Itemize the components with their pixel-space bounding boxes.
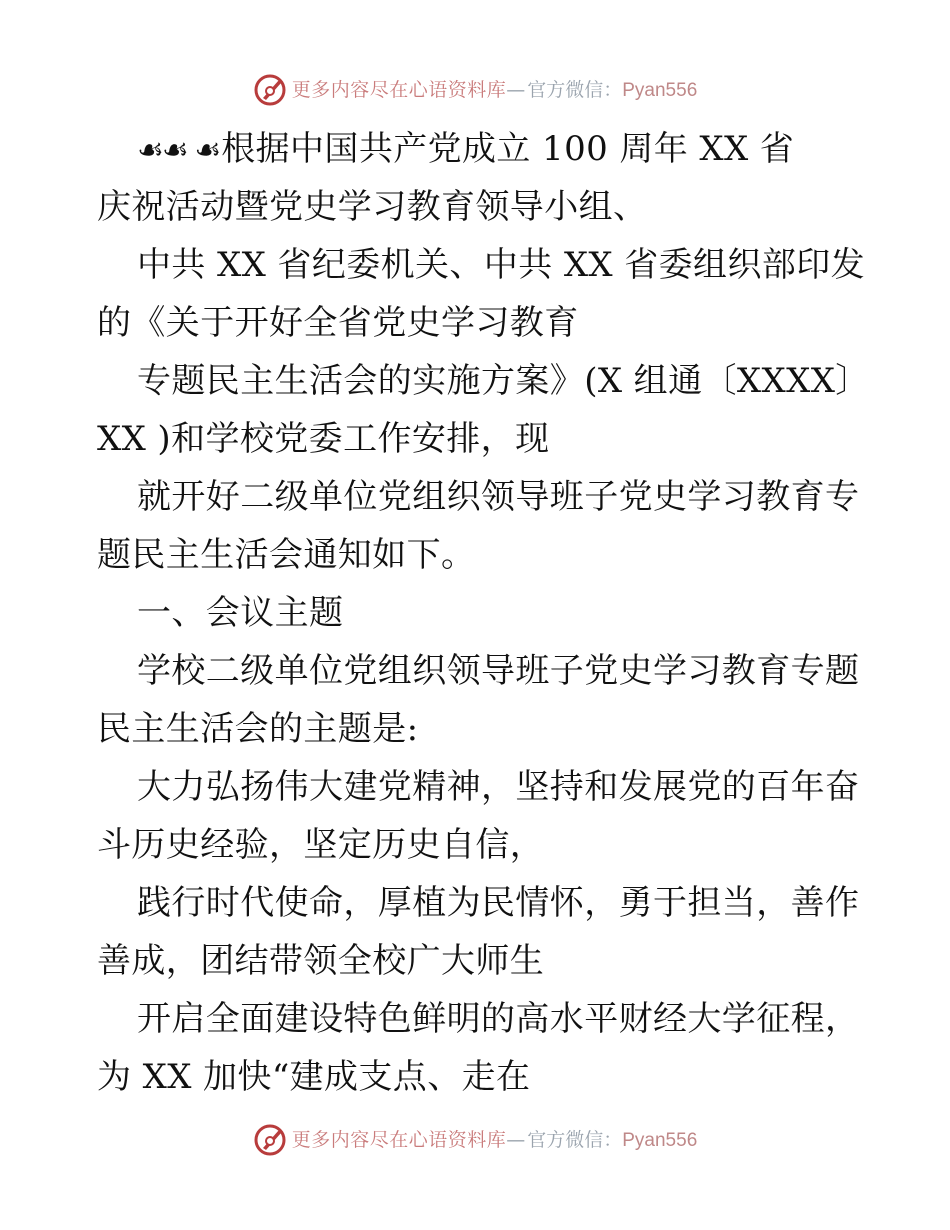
text-line-3: 中共 XX 省纪委机关、中共 XX 省委组织部印发: [137, 245, 866, 285]
banner-main-text: 更多内容尽在心语资料库: [291, 1128, 507, 1151]
banner-wechat-id: Pyan556: [622, 79, 698, 101]
document-body: [97, 120, 870, 1106]
text-line-4: 的《关于开好全省党史学习教育: [97, 303, 579, 343]
text-line-5: 专题民主生活会的实施方案》(X 组通〔XXXX〕: [137, 361, 870, 401]
text-line-1: [97, 120, 857, 178]
banner-separator: —: [506, 1128, 526, 1151]
section-heading: 一、会议主题: [137, 593, 344, 633]
banner-label: 官方微信：: [527, 1128, 623, 1151]
text-line-16: 开启全面建设特色鲜明的高水平财经大学征程，: [137, 999, 860, 1039]
banner-separator: —: [506, 78, 526, 101]
ornament-icon: ☙☙ ☙: [137, 133, 220, 168]
logo-icon: [253, 1122, 289, 1158]
text-line-12: 大力弘扬伟大建党精神，坚持和发展党的百年奋: [137, 767, 860, 807]
banner-main-text: 更多内容尽在心语资料库: [291, 78, 507, 101]
footer-banner: [0, 1120, 950, 1160]
text-line-7: 就开好二级单位党组织领导班子党史学习教育专: [137, 477, 860, 517]
text-line-17: 为 XX 加快“建成支点、走在: [97, 1057, 531, 1097]
text-line-14: 践行时代使命，厚植为民情怀，勇于担当，善作: [137, 883, 860, 923]
text-line-6: XX )和学校党委工作安排，现: [97, 419, 550, 459]
text-line-15: 善成，团结带领全校广大师生: [97, 941, 545, 981]
banner-label: 官方微信：: [527, 78, 623, 101]
text-line-10: 学校二级单位党组织领导班子党史学习教育专题: [137, 651, 860, 691]
text-line-13: 斗历史经验，坚定历史自信，: [97, 825, 545, 865]
logo-icon: [253, 72, 289, 108]
banner-wechat-id: Pyan556: [622, 1129, 698, 1151]
text-line-11: 民主生活会的主题是:: [97, 709, 419, 749]
line-text: 根据中国共产党成立 100 周年 XX 省: [221, 129, 795, 169]
header-banner: [0, 70, 950, 110]
text-line-2: 庆祝活动暨党史学习教育领导小组、: [97, 187, 648, 227]
text-line-8: 题民主生活会通知如下。: [97, 535, 476, 575]
